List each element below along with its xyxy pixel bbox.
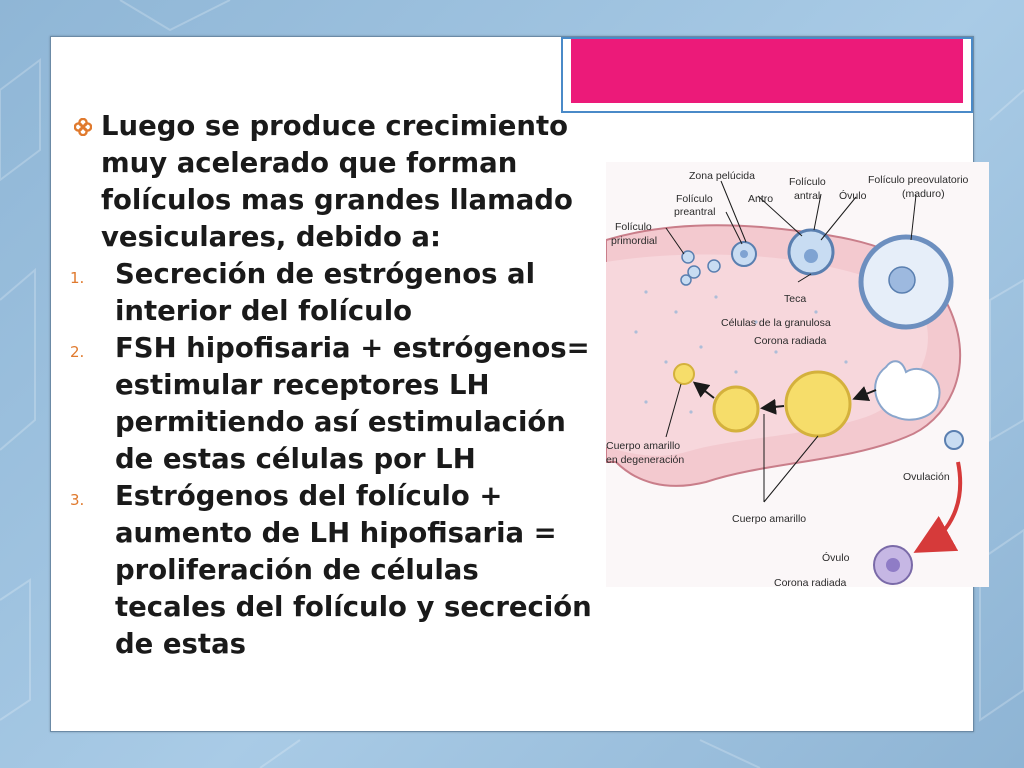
label-primordial: primordial [611, 235, 658, 247]
intro-line: folículos mas grandes llamado [101, 184, 573, 216]
intro-line: vesiculares, debido a: [101, 221, 441, 253]
item-line: aumento de LH hipofisaria = [115, 517, 557, 549]
label-foliculo-primordial: Folículo [615, 221, 652, 233]
released-ovum [945, 431, 963, 449]
item-line: Estrógenos del folículo + [115, 480, 503, 512]
label-foliculo-antral: Folículo [789, 176, 826, 188]
label-zona-pelucida: Zona pelúcida [689, 170, 755, 182]
item-line: permitiendo así estimulación [115, 406, 566, 438]
flower-bullet-icon [74, 118, 92, 136]
item-line: estimular receptores LH [115, 369, 490, 401]
corpus-luteum-small [714, 387, 758, 431]
item-line: de estas [115, 628, 247, 660]
intro-line: muy acelerado que forman [101, 147, 518, 179]
list-item [70, 256, 642, 330]
label-corona: Corona radiada [754, 335, 827, 347]
title-bar [571, 39, 963, 103]
list-item [70, 330, 642, 478]
label-maduro: (maduro) [902, 188, 945, 200]
intro-text [101, 108, 573, 256]
label-preovulatorio: Folículo preovulatorio [868, 174, 969, 186]
intro-line: Luego se produce crecimiento [101, 110, 569, 142]
label-cuerpo-amarillo: Cuerpo amarillo [732, 513, 807, 525]
label-ovulo-top: Óvulo [839, 190, 867, 202]
label-antro: Antro [748, 193, 774, 205]
label-cuerpo-degeneracion-2: en degeneración [606, 454, 685, 466]
label-preantral: preantral [674, 206, 716, 218]
item-line: tecales del folículo y secreción [115, 591, 592, 623]
item-line: proliferación de células [115, 554, 479, 586]
item-line: de estas células por LH [115, 443, 476, 475]
corpus-luteum [786, 372, 850, 436]
numbered-list [70, 256, 642, 663]
label-cuerpo-degeneracion-1: Cuerpo amarillo [606, 440, 681, 452]
ovary-illustration [606, 162, 989, 587]
label-granulosa: Células de la granulosa [721, 317, 831, 329]
label-teca: Teca [784, 293, 807, 305]
ovary-diagram [606, 162, 989, 587]
label-ovulacion: Ovulación [903, 471, 950, 483]
list-item [70, 478, 642, 663]
slide-body [70, 108, 642, 663]
label-ovulo-bottom: Óvulo [822, 552, 850, 564]
item-line: Secreción de estrógenos al [115, 258, 536, 290]
item-line: interior del folículo [115, 295, 413, 327]
corpus-degenerating [674, 364, 694, 384]
label-antral: antral [794, 190, 821, 202]
list-number: 3. [70, 491, 85, 509]
label-corona-bottom: Corona radiada [774, 577, 847, 587]
list-number: 2. [70, 343, 85, 361]
title-placeholder [561, 37, 973, 113]
intro-bullet [70, 108, 642, 256]
label-foliculo: Folículo [676, 193, 713, 205]
list-number: 1. [70, 269, 85, 287]
item-line: FSH hipofisaria + estrógenos= [115, 332, 590, 364]
